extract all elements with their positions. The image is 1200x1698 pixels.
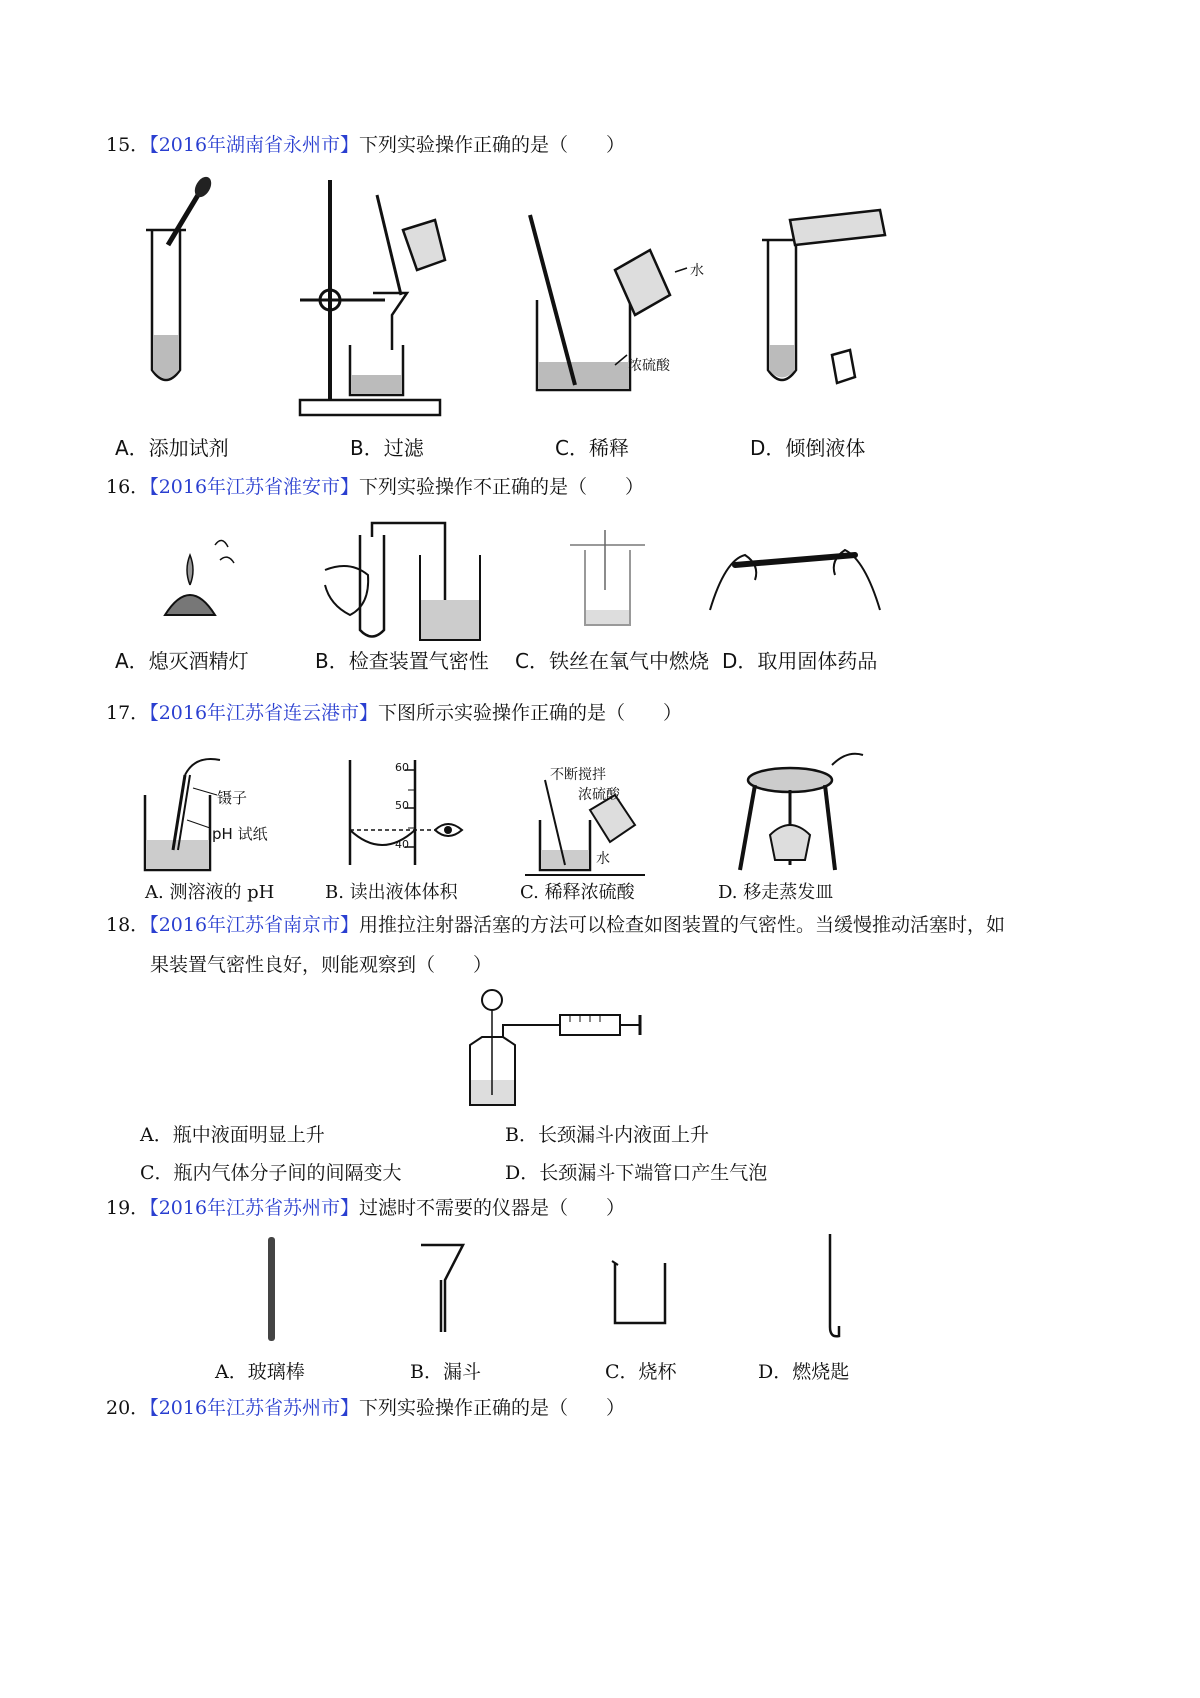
label-stir: 不断搅拌	[550, 767, 606, 783]
option-16-c[interactable]: C．铁丝在氧气中燃烧	[515, 649, 709, 673]
option-15-b[interactable]: B．过滤	[350, 436, 424, 460]
question-number: 20．	[106, 1397, 150, 1419]
label-water: 水	[690, 263, 704, 279]
question-text: 下图所示实验操作正确的是（ ）	[378, 702, 683, 724]
option-16-d[interactable]: D．取用固体药品	[722, 649, 878, 673]
option-19-d[interactable]: D．燃烧匙	[758, 1361, 850, 1383]
option-18-d[interactable]: D．长颈漏斗下端管口产生气泡	[505, 1162, 768, 1184]
option-19-c[interactable]: C．烧杯	[605, 1361, 677, 1383]
question-text: 下列实验操作正确的是（ ）	[359, 134, 626, 156]
question-text: 下列实验操作不正确的是（ ）	[359, 476, 645, 498]
question-17	[106, 700, 682, 726]
option-16-a[interactable]: A．熄灭酒精灯	[115, 649, 249, 673]
question-18	[106, 912, 1005, 938]
figure-extinguish-lamp	[150, 525, 250, 635]
question-source[interactable]: 【2016年江苏省苏州市】	[149, 1397, 360, 1419]
tick-60: 60	[395, 761, 409, 774]
question-18-line2: 果装置气密性良好，则能观察到（ ）	[150, 954, 493, 976]
question-text: 过滤时不需要的仪器是（ ）	[359, 1197, 626, 1219]
question-source[interactable]: 【2016年湖南省永州市】	[149, 134, 360, 156]
question-source[interactable]: 【2016年江苏省连云港市】	[149, 702, 379, 724]
label-ph-paper: pH 试纸	[212, 825, 268, 843]
label-conc-acid: 浓硫酸	[628, 358, 670, 374]
figure-syringe-apparatus	[465, 985, 650, 1110]
figure-filtration	[295, 175, 455, 420]
label-conc-acid-2: 浓硫酸	[578, 787, 620, 803]
option-17-b[interactable]: B. 读出液体体积	[325, 882, 458, 903]
figure-iron-in-oxygen	[560, 525, 650, 635]
tick-50: 50	[395, 799, 409, 812]
question-15	[106, 132, 625, 158]
option-18-a[interactable]: A．瓶中液面明显上升	[140, 1124, 325, 1146]
figure-combustion-spoon	[815, 1232, 845, 1342]
option-16-b[interactable]: B．检查装置气密性	[315, 649, 489, 673]
question-number: 17．	[106, 702, 150, 724]
question-source[interactable]: 【2016年江苏省苏州市】	[149, 1197, 360, 1219]
figure-measure-ph	[135, 750, 235, 875]
label-water-2: 水	[596, 851, 610, 867]
figure-glass-rod	[262, 1235, 282, 1345]
label-tweezers: 镊子	[217, 789, 248, 807]
question-source[interactable]: 【2016年江苏省南京市】	[149, 914, 360, 936]
figure-check-airtight	[320, 515, 490, 645]
option-17-c[interactable]: C. 稀释浓硫酸	[520, 882, 635, 903]
question-number: 18．	[106, 914, 150, 936]
figure-move-dish	[735, 745, 865, 875]
figure-add-reagent	[140, 175, 230, 395]
figure-beaker	[610, 1258, 670, 1328]
option-15-a[interactable]: A．添加试剂	[115, 436, 229, 460]
tick-40: 40	[395, 838, 409, 851]
question-number: 15．	[106, 134, 150, 156]
question-20	[106, 1395, 625, 1421]
question-text: 下列实验操作正确的是（ ）	[359, 1397, 626, 1419]
option-18-b[interactable]: B．长颈漏斗内液面上升	[505, 1124, 709, 1146]
question-source[interactable]: 【2016年江苏省淮安市】	[149, 476, 360, 498]
figure-take-solid	[705, 520, 885, 620]
option-19-b[interactable]: B．漏斗	[410, 1361, 481, 1383]
question-text: 用推拉注射器活塞的方法可以检查如图装置的气密性。当缓慢推动活塞时，如	[359, 914, 1006, 936]
option-18-c[interactable]: C．瓶内气体分子间的间隔变大	[140, 1162, 402, 1184]
option-15-d[interactable]: D．倾倒液体	[750, 436, 866, 460]
question-19	[106, 1195, 625, 1221]
question-number: 19．	[106, 1197, 150, 1219]
figure-dilution	[525, 210, 725, 400]
option-17-a[interactable]: A. 测溶液的 pH	[145, 882, 275, 903]
option-15-c[interactable]: C．稀释	[555, 436, 629, 460]
option-19-a[interactable]: A．玻璃棒	[215, 1361, 305, 1383]
figure-funnel	[418, 1240, 468, 1335]
figure-pour-liquid	[750, 205, 900, 395]
option-17-d[interactable]: D. 移走蒸发皿	[718, 882, 834, 903]
question-number: 16．	[106, 476, 150, 498]
question-16	[106, 474, 644, 500]
